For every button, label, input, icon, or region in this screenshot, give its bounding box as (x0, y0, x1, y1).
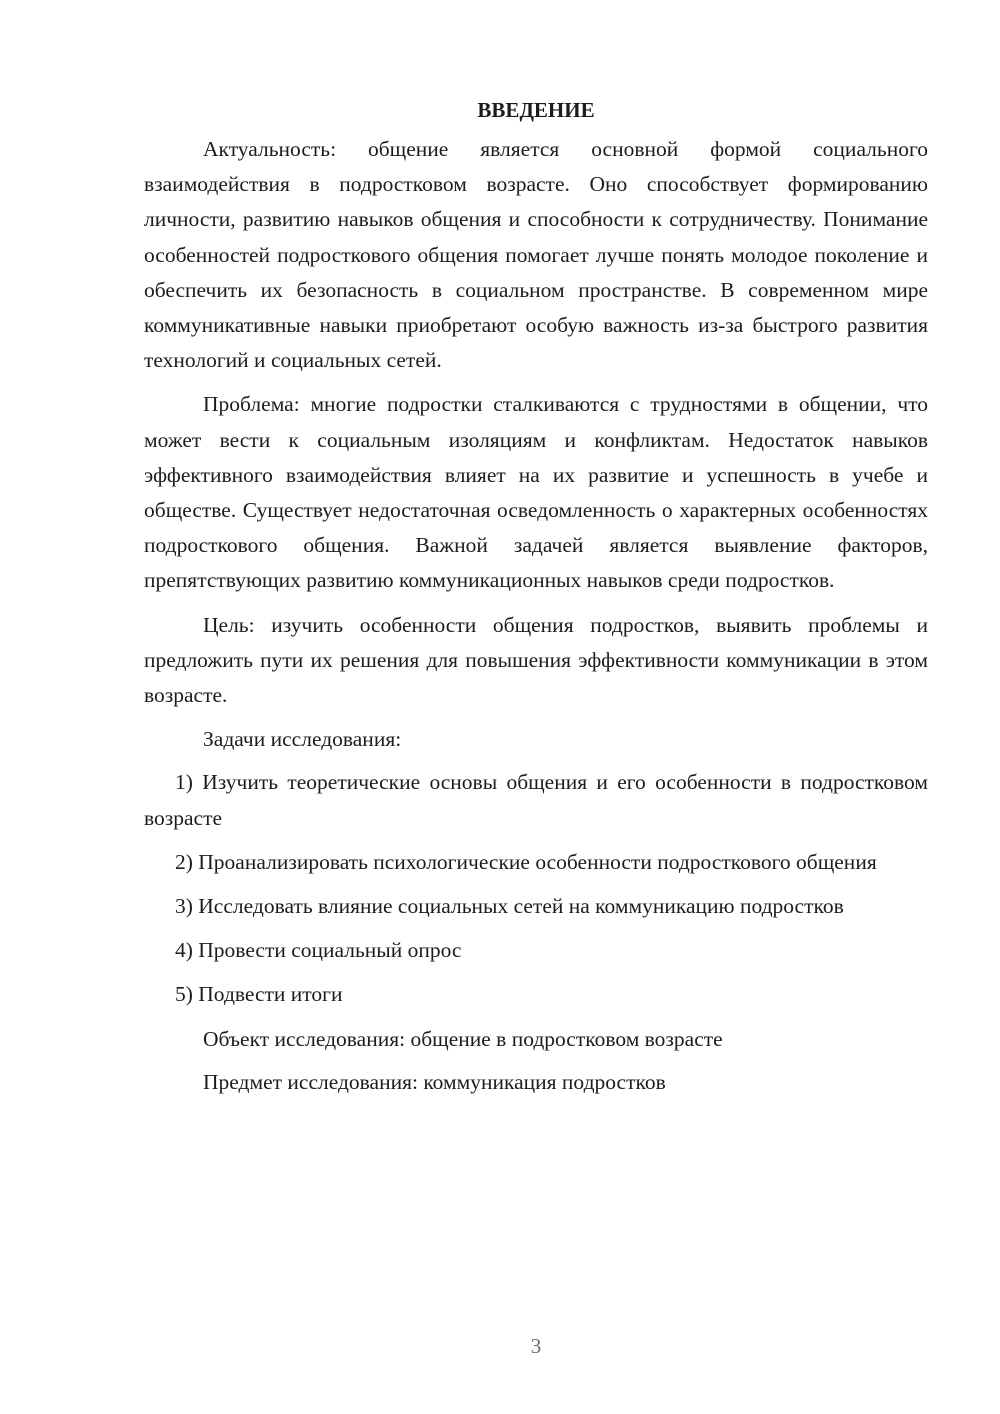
tasks-title: Задачи исследования: (203, 727, 402, 752)
relevance-paragraph: Актуальность: общение является основной формой социального взаимодействия в подростковом возрасте. Оно способствует формированию личности, развитию навыков общения и способности к сотрудничеству. Понимание особенностей подросткового общения помогает лучше понять молодое поколение и обеспечить их безопасность в социальном пространстве. В современном мире коммуникативные навыки приобретают особую важность из-за быстрого развития технологий и социальных сетей. (144, 137, 928, 373)
page-number: 3 (530, 1334, 542, 1358)
problem-paragraph: Проблема: многие подростки сталкиваются с трудностями в общении, что может вести к социальным изоляциям и конфликтам. Недостаток навыков эффективного взаимодействия влияет на их развитие и успешность в учебе и обществе. Существует недостаточная осведомленность о характерных особенностях подросткового общения. Важной задачей является выявление факторов, препятствующих развитию коммуникационных навыков среди подростков. (144, 392, 928, 593)
task-item-1: 1) Изучить теоретические основы общения и его особенности в подростковом возрасте (144, 770, 928, 830)
research-object: Объект исследования: общение в подростковом возрасте (203, 1026, 723, 1051)
task-item-5: 5) Подвести итоги (175, 982, 343, 1007)
task-item-3: 3) Исследовать влияние социальных сетей на коммуникацию подростков (175, 894, 844, 919)
goal-paragraph: Цель: изучить особенности общения подростков, выявить проблемы и предложить пути их решения для повышения эффективности коммуникации в этом возрасте. (144, 612, 928, 708)
task-item-2: 2) Проанализировать психологические особенности подросткового общения (175, 849, 877, 874)
page-content (144, 92, 928, 1108)
section-heading: ВВЕДЕНИЕ (477, 98, 595, 122)
task-item-4: 4) Провести социальный опрос (175, 938, 462, 963)
research-subject: Предмет исследования: коммуникация подростков (203, 1069, 666, 1094)
